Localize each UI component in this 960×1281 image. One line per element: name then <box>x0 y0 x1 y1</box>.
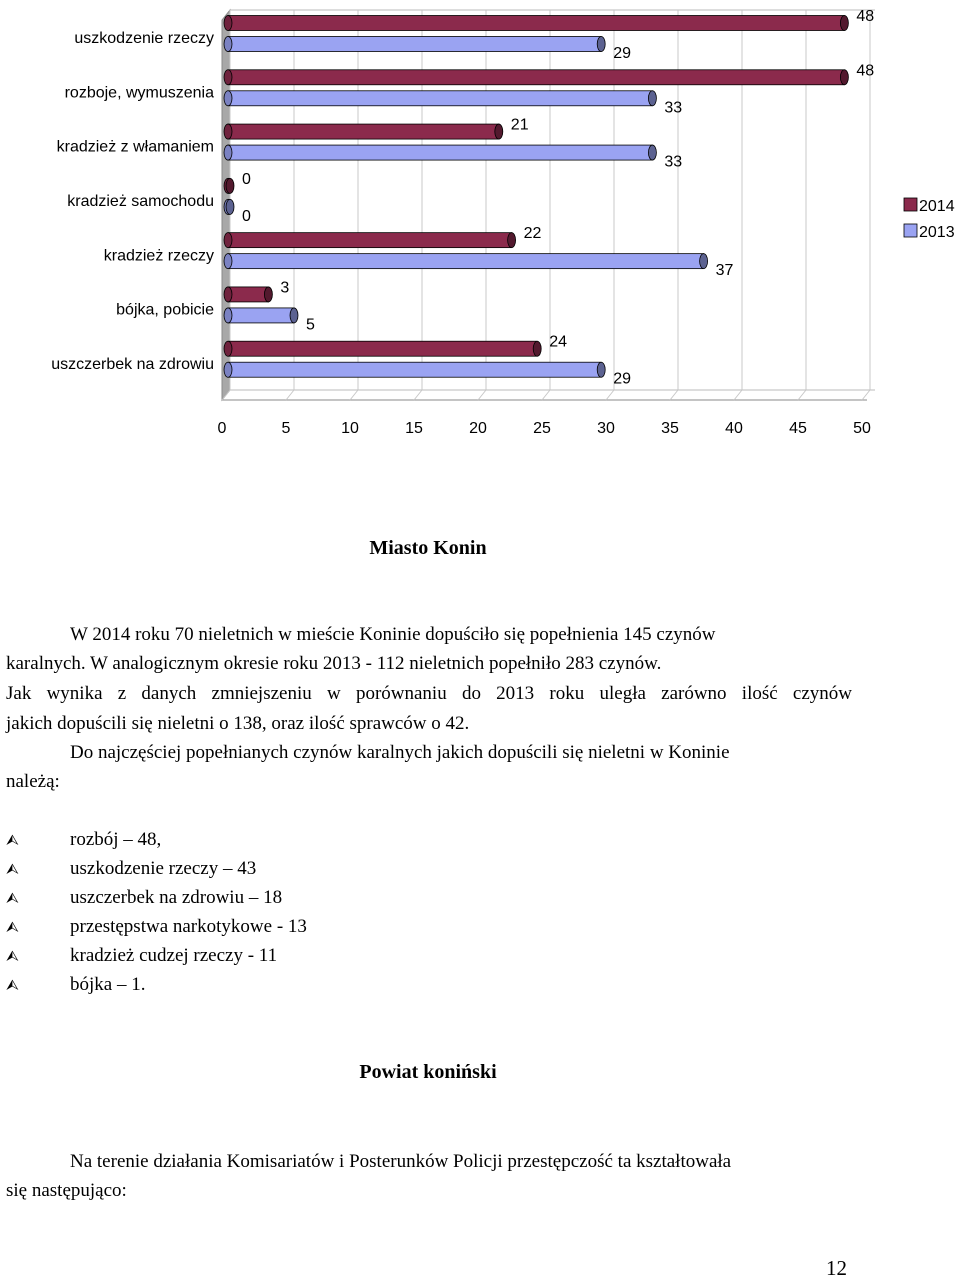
bar-end-right <box>264 287 272 302</box>
arrow-bullet-icon: ⮙ <box>6 947 19 965</box>
data-label: 3 <box>280 279 290 297</box>
data-label: 33 <box>664 99 683 117</box>
data-label: 21 <box>510 116 529 134</box>
legend-swatch <box>904 224 917 237</box>
bar <box>228 254 704 269</box>
x-tick-label: 5 <box>281 420 291 437</box>
paragraph-line: W 2014 roku 70 nieletnich w mieście Koninie dopuściło się popełnienia 145 czynów <box>70 624 716 645</box>
category-label: rozboje, wymuszenia <box>64 84 214 102</box>
bar-end-right <box>840 16 848 31</box>
paragraph-line: Na terenie działania Komisariatów i Posterunków Policji przestępczość ta kształtowała <box>70 1151 732 1172</box>
bar <box>228 233 512 248</box>
x-tick-label: 30 <box>597 420 615 437</box>
heading-powiat-koninski: Powiat koniński <box>359 1061 497 1083</box>
chart-gridline-floor <box>478 390 486 400</box>
bar-end-left <box>224 91 232 106</box>
heading-miasto-konin: Miasto Konin <box>369 537 487 559</box>
bar-end-left <box>224 124 232 139</box>
arrow-bullet-icon: ⮙ <box>6 976 19 994</box>
bar <box>228 287 268 302</box>
paragraph-line: karalnych. W analogicznym okresie roku 2013 - 112 nieletnich popełniło 283 czynów. <box>6 653 662 674</box>
bar-end-left <box>224 362 232 377</box>
bar-end-left <box>224 308 232 323</box>
bar <box>228 308 294 323</box>
category-label: kradzież z włamaniem <box>56 138 214 156</box>
data-label: 48 <box>856 8 875 25</box>
bar-end-left <box>224 16 232 31</box>
x-tick-label: 20 <box>469 420 487 437</box>
chart-gridline-floor <box>670 390 678 400</box>
bar-end-left <box>224 37 232 52</box>
x-tick-label: 45 <box>789 420 807 437</box>
bar <box>228 362 601 377</box>
data-label: 5 <box>306 316 315 334</box>
bar <box>228 16 844 31</box>
bar-end-left <box>224 145 232 160</box>
paragraph-line: Do najczęściej popełnianych czynów karalnych jakich dopuścili się nieletni w Koninie <box>70 742 730 763</box>
arrow-bullet-icon: ⮙ <box>6 831 19 849</box>
bar-end-right <box>648 145 656 160</box>
chart-gridline-floor <box>286 390 294 400</box>
chart-svg <box>0 0 960 450</box>
bar <box>228 70 844 85</box>
category-label: kradzież rzeczy <box>103 247 214 265</box>
paragraph-line: Jak wynika z danych zmniejszeniu w porównaniu do 2013 roku uległa zarówno ilość czynów <box>6 683 852 704</box>
bar-end-right <box>508 233 516 248</box>
bar-chart <box>0 0 960 450</box>
bullet-text: rozbój – 48, <box>70 829 162 850</box>
bar <box>228 341 537 356</box>
paragraph-line: należą: <box>6 771 60 792</box>
bar-end-right <box>597 37 605 52</box>
data-label: 29 <box>613 370 631 388</box>
category-label: bójka, pobicie <box>116 301 214 319</box>
bar-end-left <box>224 233 232 248</box>
legend-label: 2013 <box>919 224 955 241</box>
data-label: 0 <box>242 170 251 188</box>
bullet-text: przestępstwa narkotykowe - 13 <box>70 916 307 937</box>
x-tick-label: 25 <box>533 420 551 437</box>
data-label: 24 <box>549 333 567 351</box>
x-tick-label: 15 <box>405 420 423 437</box>
bar-end-right <box>495 124 503 139</box>
bar <box>228 37 601 52</box>
bar-end-right <box>597 362 605 377</box>
data-label: 22 <box>523 225 542 243</box>
category-label: uszczerbek na zdrowiu <box>51 355 214 373</box>
arrow-bullet-icon: ⮙ <box>6 918 19 936</box>
bar <box>228 145 652 160</box>
bar-end-right <box>533 341 541 356</box>
chart-gridline-floor <box>606 390 614 400</box>
bar-end-right <box>840 70 848 85</box>
x-tick-label: 0 <box>217 420 227 437</box>
data-label: 37 <box>715 262 734 280</box>
paragraph-line: jakich dopuścili się nieletni o 138, oraz ilość sprawców o 42. <box>6 713 470 734</box>
arrow-bullet-icon: ⮙ <box>6 889 19 907</box>
x-tick-label: 35 <box>661 420 679 437</box>
bullet-text: kradzież cudzej rzeczy - 11 <box>70 945 278 966</box>
bar-end-right <box>226 199 234 214</box>
chart-gridline-floor <box>862 390 870 400</box>
x-tick-label: 50 <box>853 420 871 437</box>
x-tick-label: 10 <box>341 420 359 437</box>
bullet-text: bójka – 1. <box>70 974 146 995</box>
data-label: 33 <box>664 153 683 171</box>
legend-swatch <box>904 198 917 211</box>
bar-end-left <box>224 254 232 269</box>
chart-gridline-floor <box>542 390 550 400</box>
data-label: 48 <box>856 62 875 80</box>
category-label: kradzież samochodu <box>67 193 214 210</box>
bullet-text: uszkodzenie rzeczy – 43 <box>70 858 257 879</box>
paragraph-line: się następująco: <box>6 1180 127 1201</box>
bar-end-right <box>700 254 708 269</box>
legend-label: 2014 <box>919 198 955 215</box>
x-tick-label: 40 <box>725 420 743 437</box>
bar-end-right <box>648 91 656 106</box>
chart-gridline-floor <box>798 390 806 400</box>
page-number: 12 <box>826 1256 847 1280</box>
bar <box>228 124 499 139</box>
bar <box>228 91 652 106</box>
bar-end-left <box>224 70 232 85</box>
data-label: 0 <box>242 207 251 225</box>
bar-end-left <box>224 341 232 356</box>
bar-end-left <box>224 287 232 302</box>
category-label: uszkodzenie rzeczy <box>74 30 214 48</box>
arrow-bullet-icon: ⮙ <box>6 860 19 878</box>
bar-end-right <box>290 308 298 323</box>
chart-gridline-floor <box>350 390 358 400</box>
bullet-text: uszczerbek na zdrowiu – 18 <box>70 887 283 908</box>
chart-gridline-floor <box>414 390 422 400</box>
chart-gridline-floor <box>734 390 742 400</box>
bar-end-right <box>226 178 234 193</box>
data-label: 29 <box>613 45 631 62</box>
